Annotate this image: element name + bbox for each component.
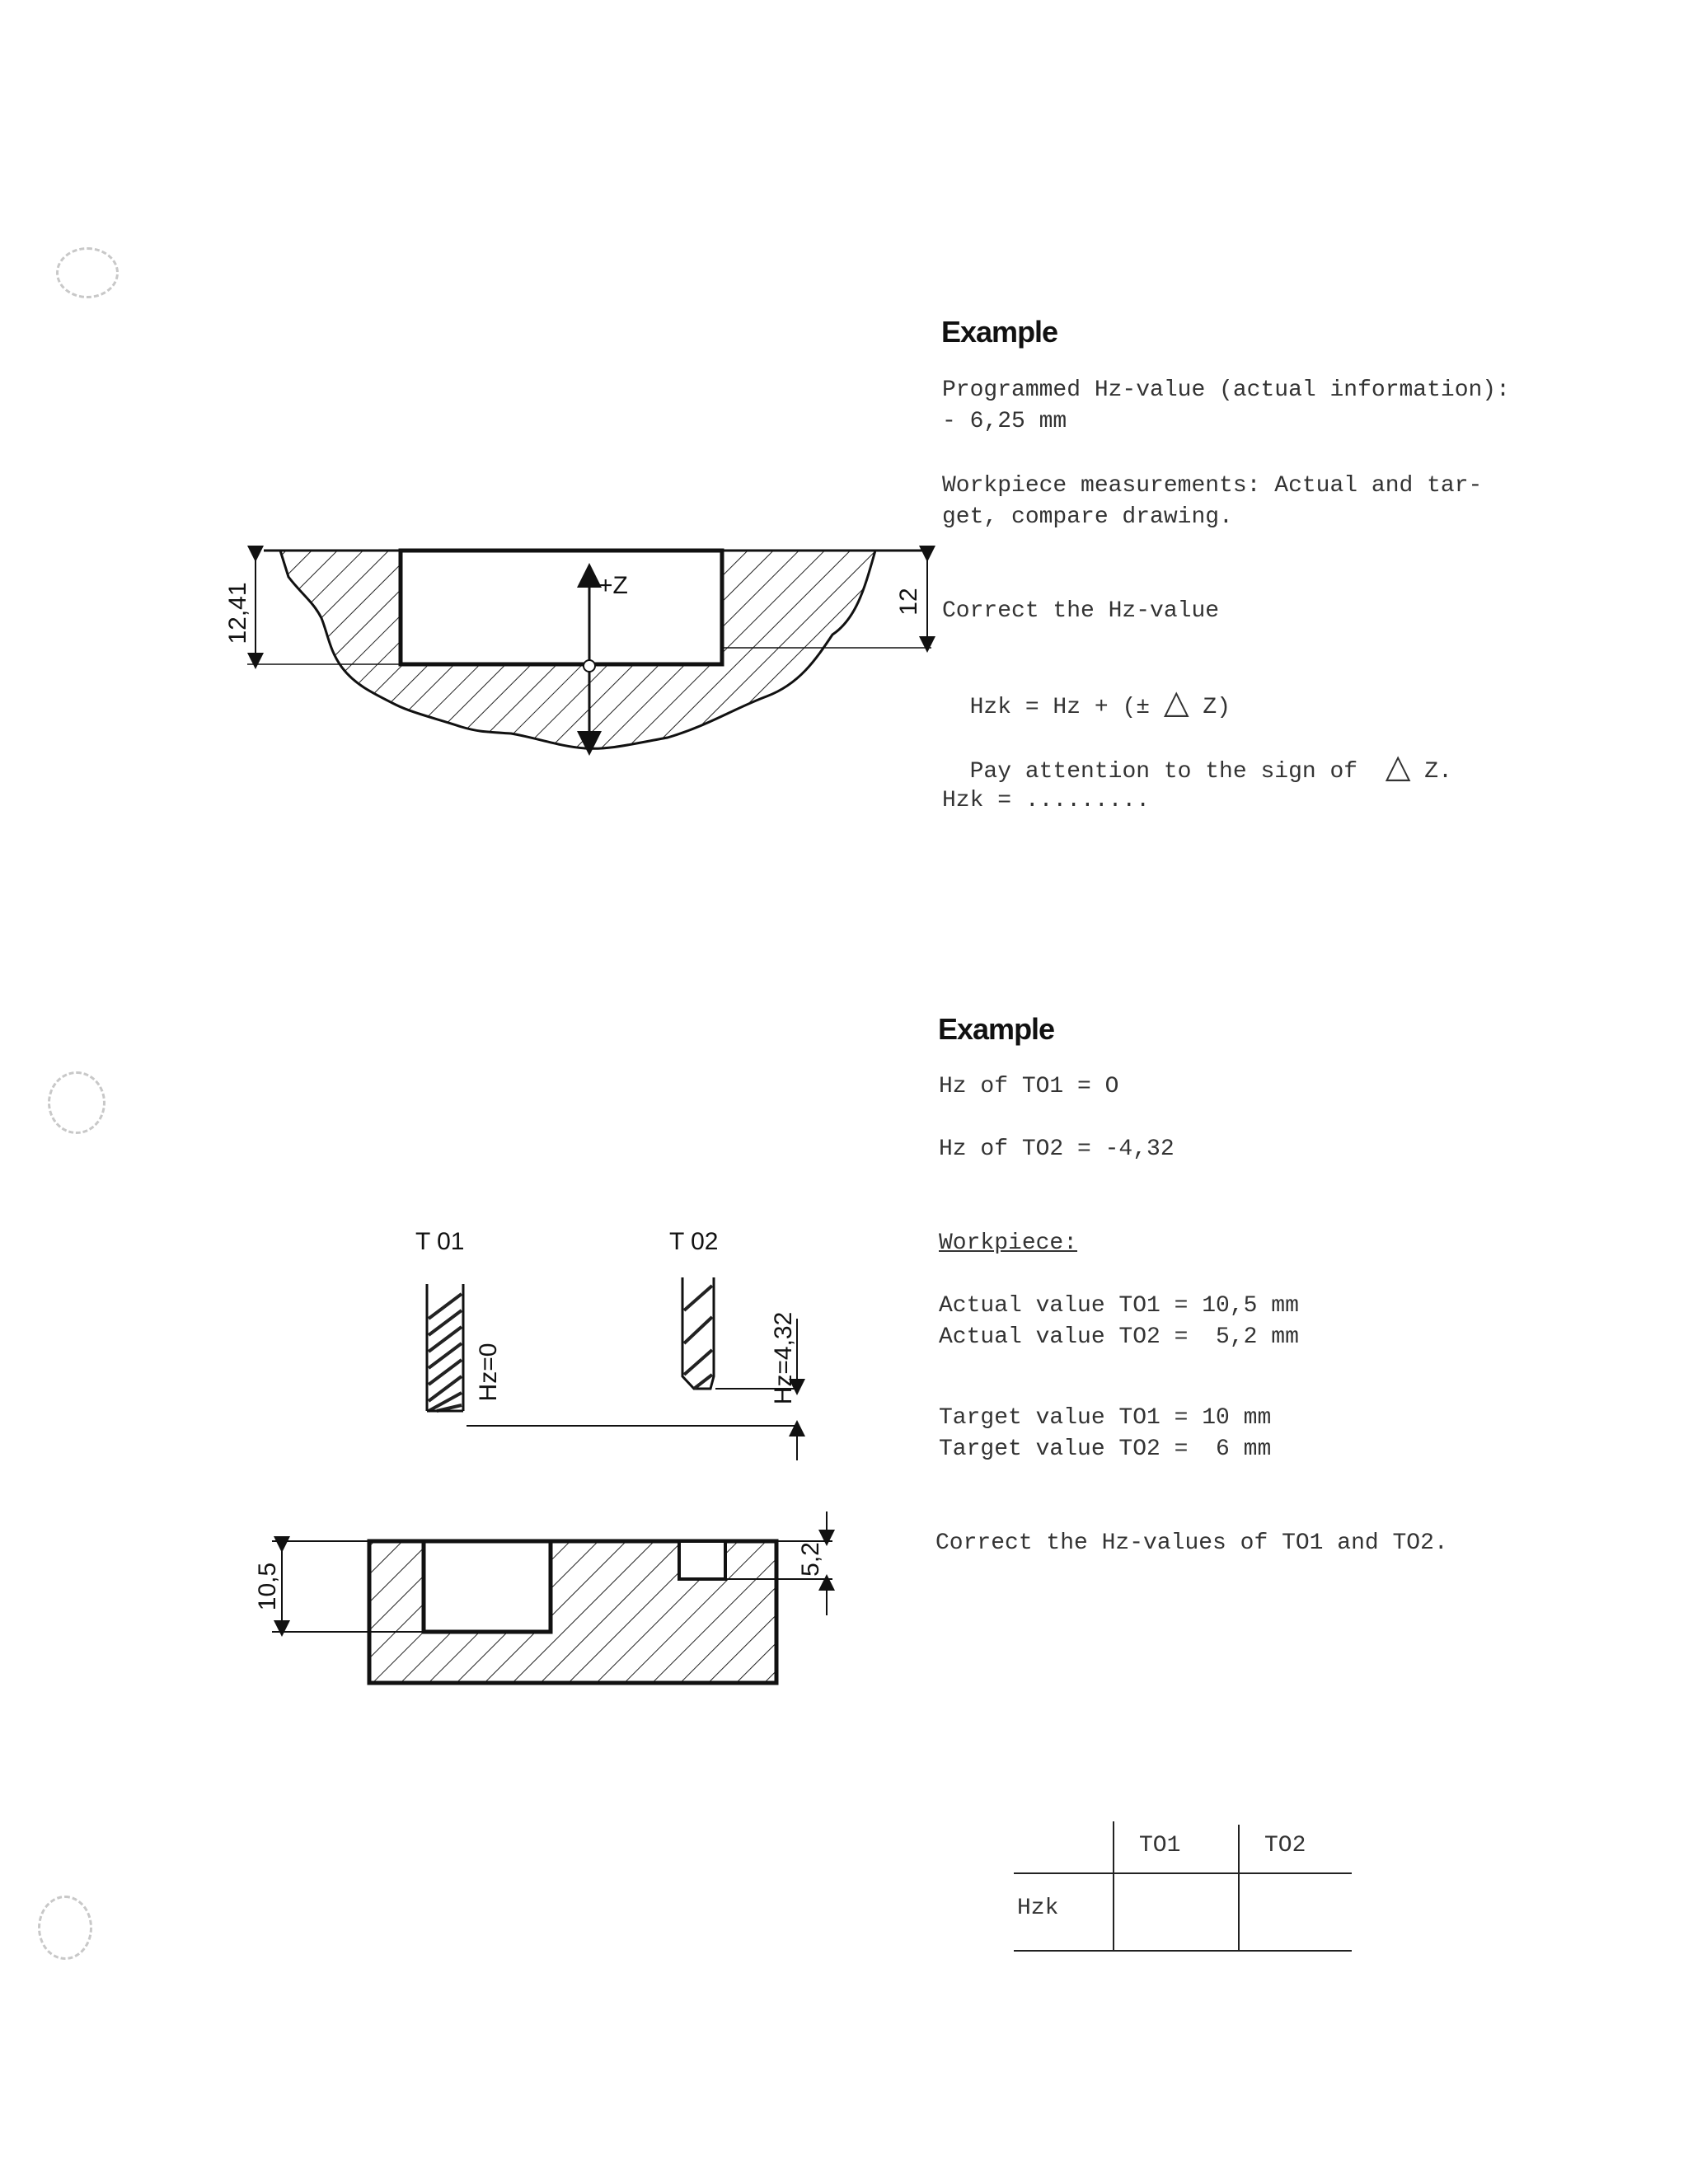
- correct-hz-line: Correct the Hz-value: [942, 598, 1220, 624]
- tools-drawing: [404, 1220, 832, 1467]
- z-axis-label: +Z: [598, 572, 628, 599]
- table-vline-2: [1238, 1825, 1240, 1952]
- sign-text-b: Z.: [1410, 759, 1452, 785]
- programmed-hz-value: - 6,25 mm: [942, 409, 1067, 434]
- table-header-t01: TO1: [1139, 1833, 1181, 1858]
- example1-drawing: [206, 527, 948, 775]
- hz1-label: Hz=0: [475, 1343, 502, 1402]
- dim-label-10-5: 10,5: [254, 1562, 281, 1611]
- tool2-cutter: [682, 1277, 714, 1389]
- dim-label-5-2: 5,2: [797, 1542, 824, 1577]
- actual-t02-line: Actual value TO2 = 5,2 mm: [939, 1324, 1299, 1350]
- workpiece-label: Workpiece:: [939, 1230, 1078, 1256]
- workpiece-measurements-line2: get, compare drawing.: [942, 504, 1233, 530]
- example2-heading: Example: [938, 1012, 1055, 1046]
- pocket: [401, 551, 722, 664]
- sign-text-a: Pay attention to the sign of: [969, 759, 1386, 785]
- table-vline-1: [1113, 1821, 1114, 1952]
- formula-text-b: Z): [1189, 695, 1231, 720]
- tool2-label: T 02: [669, 1228, 719, 1255]
- formula-text-a: Hzk = Hz + (±: [969, 695, 1164, 720]
- tool1-label: T 01: [415, 1228, 465, 1255]
- table-header-t02: TO2: [1264, 1833, 1306, 1858]
- hz-t01-line: Hz of TO1 = O: [939, 1074, 1119, 1099]
- z-origin: [584, 660, 595, 672]
- dim-label-left: 12,41: [224, 582, 251, 644]
- table-hline-2: [1014, 1950, 1352, 1952]
- table-row-hzk: Hzk: [1017, 1896, 1059, 1921]
- dim-label-right: 12: [895, 588, 922, 616]
- workpiece-measurements-line1: Workpiece measurements: Actual and tar-: [942, 473, 1483, 499]
- instruction-line: Correct the Hz-values of TO1 and TO2.: [935, 1530, 1448, 1556]
- delta-icon: △: [1163, 683, 1189, 721]
- table-hline-1: [1014, 1872, 1352, 1874]
- hzk-t01-cell[interactable]: [1116, 1876, 1236, 1948]
- example1-heading: Example: [941, 315, 1058, 349]
- actual-t01-line: Actual value TO1 = 10,5 mm: [939, 1293, 1299, 1319]
- hzk-formula: [942, 655, 1231, 724]
- programmed-hz-line: Programmed Hz-value (actual information):: [942, 377, 1510, 403]
- hz-t02-line: Hz of TO2 = -4,32: [939, 1137, 1175, 1162]
- hzk-answer-line: Hzk = .........: [942, 788, 1151, 813]
- hz2-label: Hz=4,32: [770, 1311, 797, 1405]
- punch-hole: [56, 247, 119, 298]
- punch-hole: [38, 1896, 92, 1960]
- delta-icon: △: [1385, 748, 1411, 785]
- sign-note: [942, 719, 1452, 788]
- target-t01-line: Target value TO1 = 10 mm: [939, 1405, 1272, 1431]
- hzk-t02-cell[interactable]: [1241, 1876, 1350, 1948]
- target-t02-line: Target value TO2 = 6 mm: [939, 1436, 1272, 1462]
- punch-hole: [48, 1071, 106, 1134]
- workpiece2-drawing: [247, 1500, 857, 1698]
- pocket-t02: [679, 1541, 725, 1579]
- pocket-t01: [424, 1541, 551, 1632]
- answer-table: [1014, 1821, 1352, 1953]
- tool1-cutter: [425, 1284, 467, 1467]
